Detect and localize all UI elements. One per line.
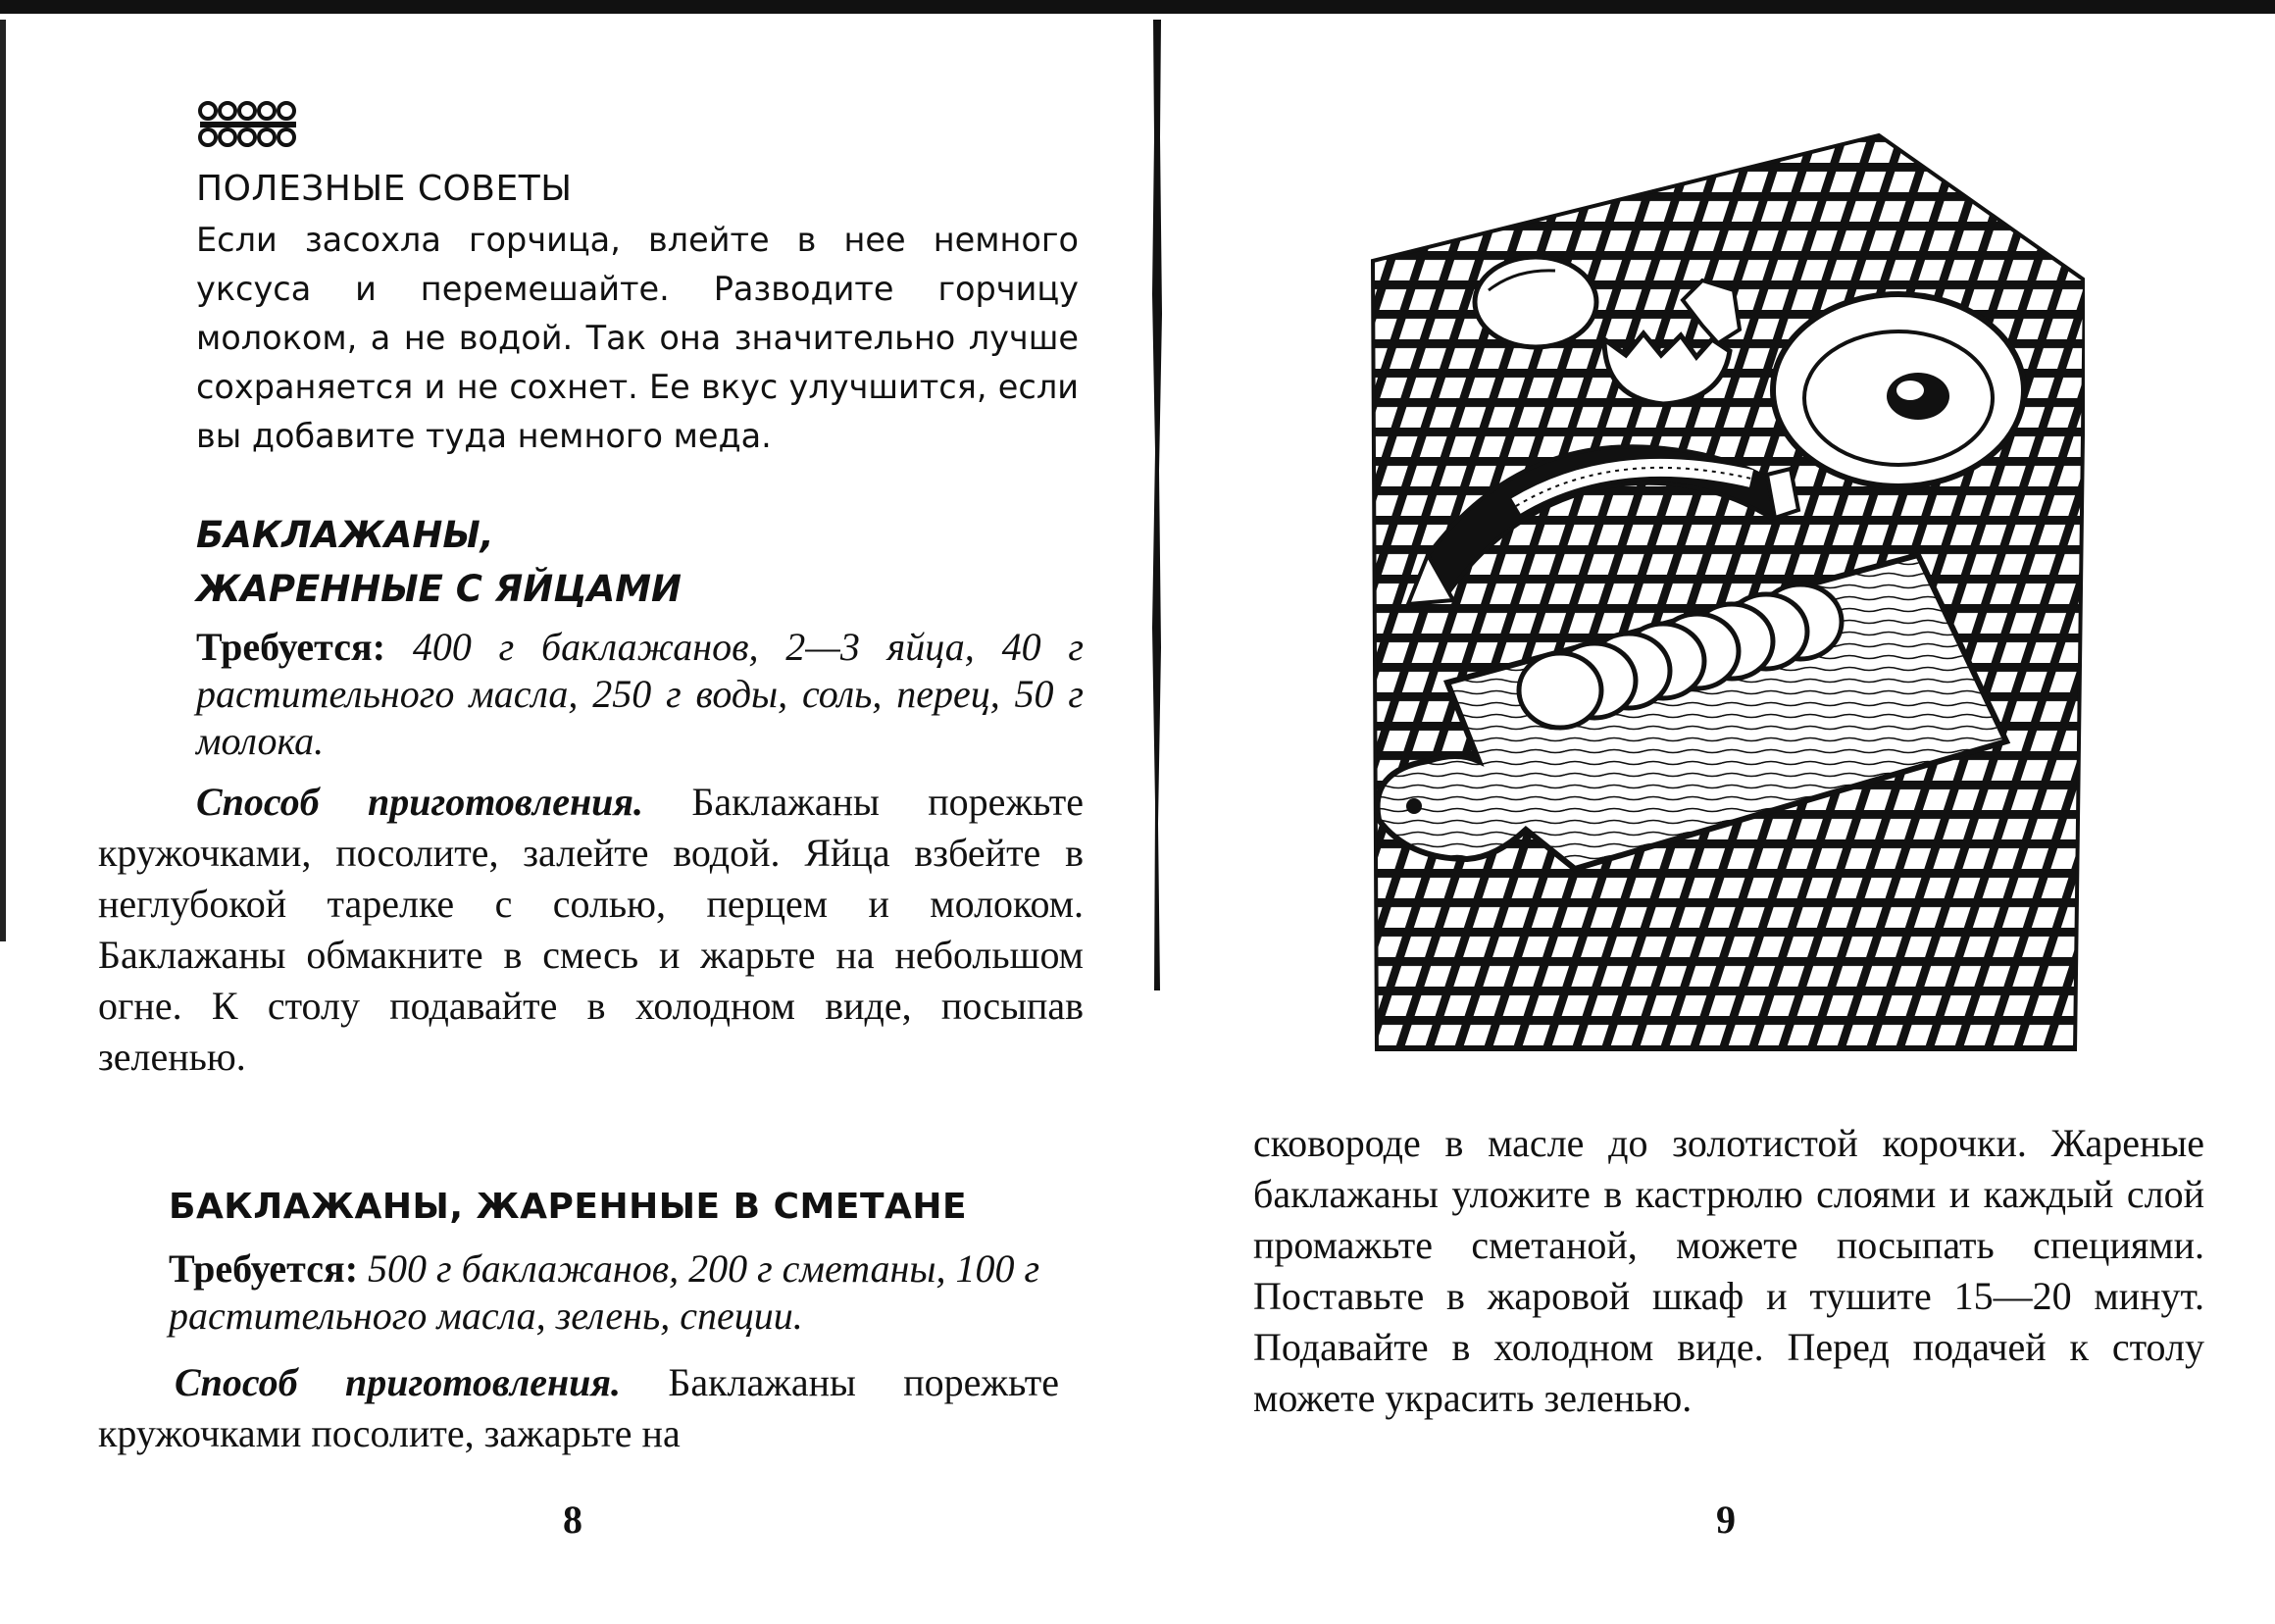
recipe1-method-label: Способ приготовления. [196, 780, 644, 824]
tips-heading: ПОЛЕЗНЫЕ СОВЕТЫ [196, 169, 573, 209]
recipe2-method-continuation: сковороде в масле до золотистой корочки. Жареные баклажаны уложите в кастрюлю слоями и каждый слой промажьте сметаной, можете посыпать специями. Поставьте в жаровой шкаф и тушите 15—20 минут. Подавайте в холодном виде. Перед подачей к столу можете украсить зеленью. [1253, 1121, 2204, 1420]
tips-text: Если засохла горчица, влейте в нее немного уксуса и перемешайте. Разводите горчицу молоком, а не водой. Так она значительно лучше сохраняется и не сохнет. Ее вкус улучшится, если вы добавите туда немного меда. [196, 221, 1079, 455]
recipe1-ingredients [196, 624, 1084, 765]
recipe1-method [98, 777, 1084, 1083]
knot-ornament-icon [196, 98, 300, 151]
eggplant-illustration [1369, 133, 2085, 1051]
recipe1-required-text: 400 г баклажанов, 2—3 яйца, 40 г растительного масла, 250 г воды, соль, перец, 50 г молока. [196, 625, 1084, 763]
recipe2-ingredients [169, 1245, 1056, 1340]
book-gutter [1149, 20, 1165, 990]
recipe1-required-label: Требуется: [196, 625, 386, 669]
recipe2-method-label: Способ приготовления. [175, 1360, 622, 1404]
recipe1-title-line1: БАКЛАЖАНЫ, [196, 514, 494, 556]
recipe2-method [98, 1357, 1059, 1459]
recipe2-title: БАКЛАЖАНЫ, ЖАРЕННЫЕ В СМЕТАНЕ [169, 1187, 968, 1227]
recipe1-method-text: Баклажаны порежьте кружочками, посолите, залейте водой. Яйца взбейте в неглубокой тарелке с солью, перцем и молоком. Баклажаны обмакните в смесь и жарьте на небольшом огне. К столу подавайте в холодном виде, посыпав зеленью. [98, 780, 1085, 1079]
recipe2-method-text: Баклажаны порежьте кружочками посолите, зажарьте на [98, 1360, 1060, 1455]
recipe1-title-line2: ЖАРЕННЫЕ С ЯЙЦАМИ [196, 568, 682, 610]
recipe1-title [196, 508, 682, 616]
page-number-left: 8 [563, 1497, 582, 1542]
page-number-right: 9 [1716, 1497, 1736, 1542]
recipe2-required-label: Требуется: [169, 1246, 359, 1291]
recipe2-required-text: 500 г баклажанов, 200 г сметаны, 100 г растительного масла, зелень, специи. [169, 1246, 1040, 1338]
bowl-icon [1773, 294, 2024, 486]
egg-icon [1475, 257, 1596, 347]
